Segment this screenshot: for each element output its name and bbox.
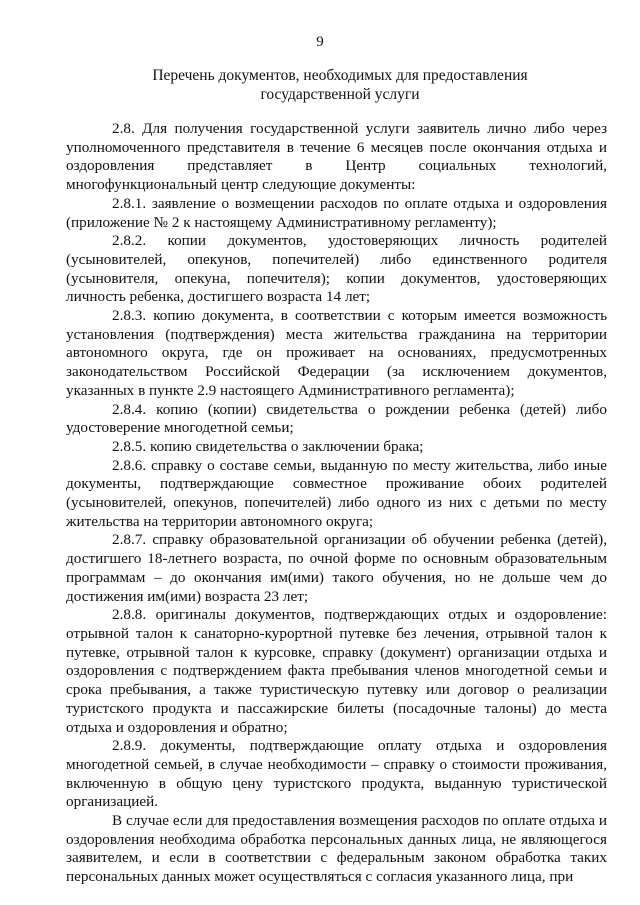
document-title	[95, 66, 585, 104]
paragraph-2-8-6: 2.8.6. справку о составе семьи, выданную по месту жительства, либо иные документы, подтверждающие совместное проживание обоих родителей (усыновителей, опекунов, попечителей) либо одного из них с детьми по месту жительства на территории автономного округа;	[66, 456, 607, 530]
paragraph-2-8-8: 2.8.8. оригиналы документов, подтверждающих отдых и оздоровление: отрывной талон к санаторно-курортной путевке без лечения, отрывной талон к путевке, отрывной талон к курсовке, справку (документ) организации отдыха и оздоровления с подтверждением факта пребывания членов многодетной семьи и срока пребывания, а также туристическую путевку или договор о реализации туристского продукта и пассажирские билеты (посадочные талоны) до места отдыха и оздоровления и обратно;	[66, 606, 607, 736]
document-body	[66, 120, 607, 887]
paragraph-2-8: 2.8. Для получения государственной услуги заявитель лично либо через уполномоченного представителя в течение 6 месяцев после окончания отдыха и оздоровления представляет в Центр социальных технологий, многофункциональный центр следующие документы:	[66, 120, 607, 194]
page-number: 9	[316, 34, 324, 50]
paragraph-2-8-7: 2.8.7. справку образовательной организации об обучении ребенка (детей), достигшего 18-летнего возраста, по очной форме по основным образовательным программам – до окончания им(ими) такого обучения, но не дольше чем до достижения им(ими) возраста 23 лет;	[66, 531, 607, 605]
paragraph-consent: В случае если для предоставления возмещения расходов по оплате отдыха и оздоровления необходима обработка персональных данных лица, не являющегося заявителем, и если в соответствии с федеральным законом обработка таких персональных данных может осуществляться с согласия указанного лица, при	[66, 812, 607, 886]
title-line-2: государственной услуги	[260, 86, 420, 103]
paragraph-2-8-5: 2.8.5. копию свидетельства о заключении брака;	[112, 437, 424, 455]
paragraph-2-8-1: 2.8.1. заявление о возмещении расходов по оплате отдыха и оздоровления (приложение № 2 к настоящему Административному регламенту);	[66, 194, 607, 231]
title-line-1: Перечень документов, необходимых для предоставления	[152, 67, 528, 84]
paragraph-2-8-2: 2.8.2. копии документов, удостоверяющих личность родителей (усыновителей, опекунов, попечителей) либо единственного родителя (усыновителя, опекуна, попечителя); копии документов, удостоверяющих личность ребенка, достигшего возраста 14 лет;	[66, 232, 607, 306]
paragraph-2-8-3: 2.8.3. копию документа, в соответствии с которым имеется возможность установления (подтверждения) места жительства гражданина на территории автономного округа, где он проживает на основаниях, предусмотренных законодательством Российской Федерации (за исключением документов, указанных в пункте 2.9 настоящего Административного регламента);	[66, 307, 607, 399]
paragraph-2-8-9: 2.8.9. документы, подтверждающие оплату отдыха и оздоровления многодетной семьей, в случае необходимости – справку о стоимости проживания, включенную в общую цену туристского продукта, выданную туристической организацией.	[66, 737, 607, 811]
paragraph-2-8-4: 2.8.4. копию (копии) свидетельства о рождении ребенка (детей) либо удостоверение многодетной семьи;	[66, 400, 607, 437]
